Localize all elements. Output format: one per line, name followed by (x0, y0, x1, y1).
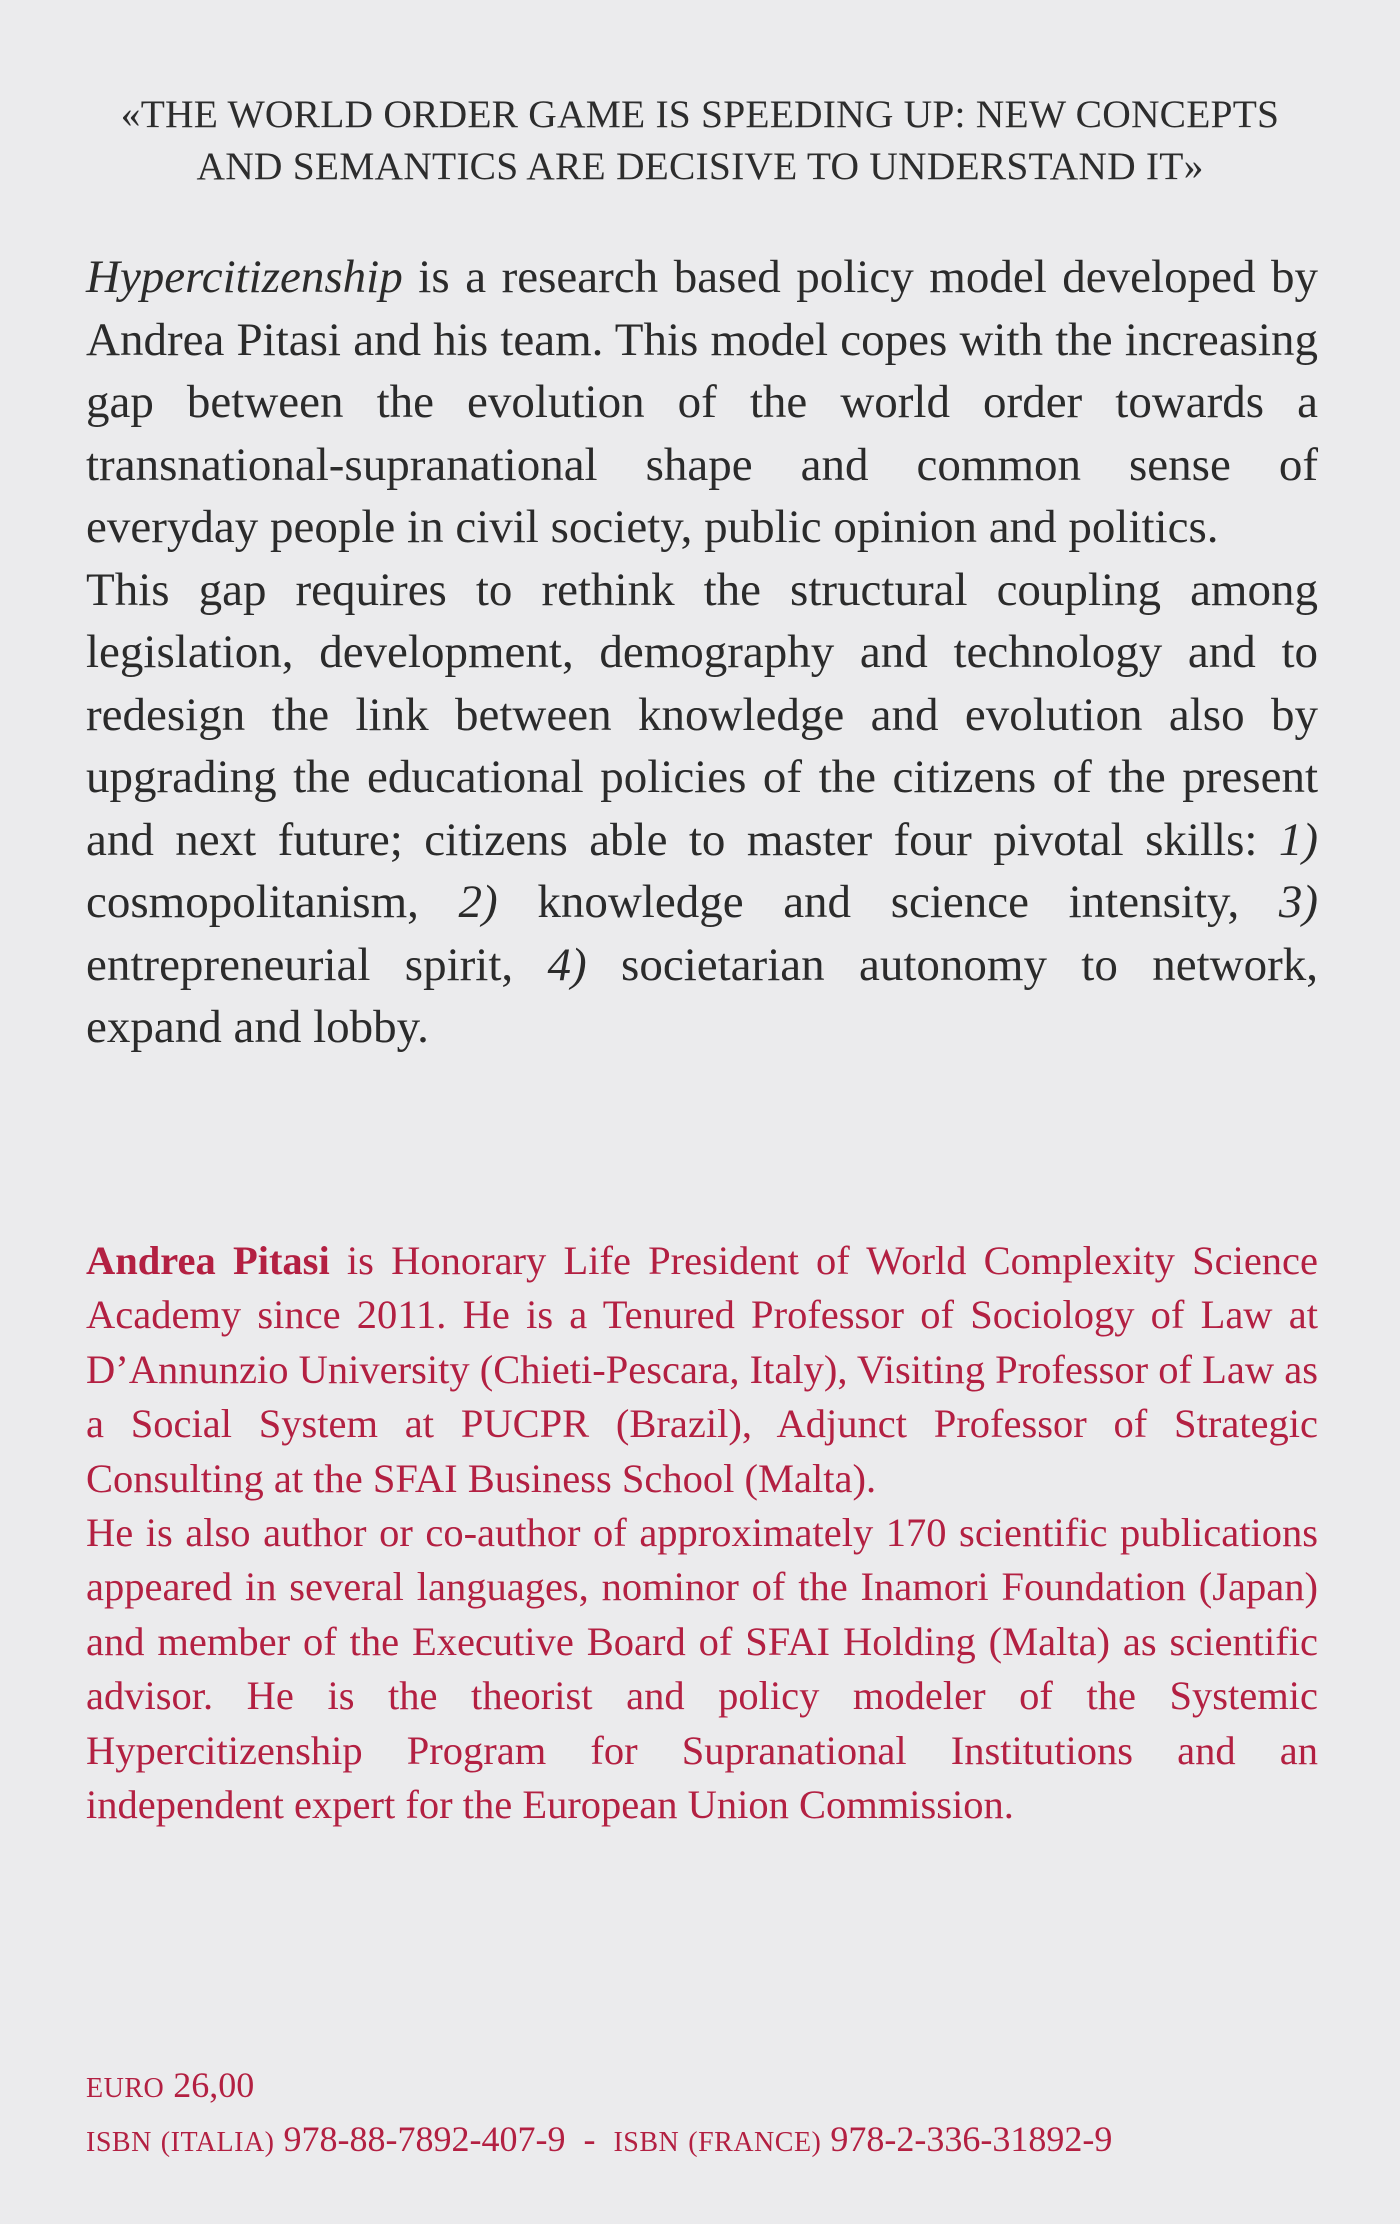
isbn-country-france: (FRANCE) (688, 2127, 822, 2158)
author-bio (86, 1234, 1318, 1832)
skill-1: cosmopolitanism, (86, 876, 459, 928)
headline-line-2: AND SEMANTICS ARE DECISIVE TO UNDERSTAND IT» (196, 144, 1204, 188)
description-text-1: is a research based policy model developed by Andrea Pitasi and his team. This model copes with the increasing gap between the evolution of the world order towards a transnational-supranational shape and common sense of everyday people in civil society, public opinion and politics. (86, 251, 1318, 553)
description-paragraph-1 (86, 246, 1318, 559)
price-block (86, 2060, 1318, 2168)
headline-line-1: «THE WORLD ORDER GAME IS SPEEDING UP: NEW CONCEPTS (120, 92, 1280, 136)
bio-paragraph-2: He is also author or co-author of approximately 170 scientific publications appeared in several languages, nominor of the Inamori Foundation (Japan) and member of the Executive Board of SFAI Holding (Malta) as scientific advisor. He is the theorist and policy modeler of the Systemic Hypercitizenship Program for Supranational Institutions and an independent expert for the European Union Commission. (86, 1510, 1318, 1828)
author-name: Andrea Pitasi (86, 1238, 330, 1283)
isbn-value-france: 978-2-336-31892-9 (830, 2119, 1113, 2159)
isbn-label-italia: ISBN (86, 2127, 152, 2158)
description-paragraph-2 (86, 559, 1318, 1059)
isbn-separator: - (583, 2119, 596, 2159)
skill-number-3: 3) (1278, 876, 1318, 928)
book-description (86, 246, 1318, 1059)
skill-2: knowledge and science intensity, (497, 876, 1279, 928)
isbn-row (86, 2114, 1318, 2168)
isbn-country-italia: (ITALIA) (160, 2127, 275, 2158)
skill-number-2: 2) (458, 876, 498, 928)
headline (60, 88, 1340, 192)
skill-4: societarian autonomy to network, expand and lobby. (86, 938, 1318, 1053)
skill-3: entrepreneurial spirit, (86, 938, 548, 991)
price-amount: 26,00 (173, 2065, 255, 2105)
price-row (86, 2060, 1318, 2114)
isbn-label-france: ISBN (613, 2127, 680, 2158)
isbn-value-italia: 978-88-7892-407-9 (283, 2119, 566, 2159)
description-text-2: This gap requires to rethink the structural coupling among legislation, development, demography and technology and to redesign the link between knowledge and evolution also by upgrading the educational policies of the citizens of the present and next future; citizens able to master four pivotal skills: (86, 563, 1318, 866)
book-title: Hypercitizenship (86, 251, 403, 303)
bio-paragraph-1 (86, 1234, 1318, 1506)
currency-label: EURO (86, 2073, 165, 2104)
skill-number-1: 1) (1278, 813, 1318, 866)
skill-number-4: 4) (547, 938, 587, 991)
bio-text-1: is Honorary Life President of World Complexity Science Academy since 2011. He is a Tenured Professor of Sociology of Law at D’Annunzio University (Chieti-Pescara, Italy), Visiting Professor of Law as a Social System at PUCPR (Brazil), Adjunct Professor of Strategic Consulting at the SFAI Business School (Malta). (86, 1238, 1318, 1501)
